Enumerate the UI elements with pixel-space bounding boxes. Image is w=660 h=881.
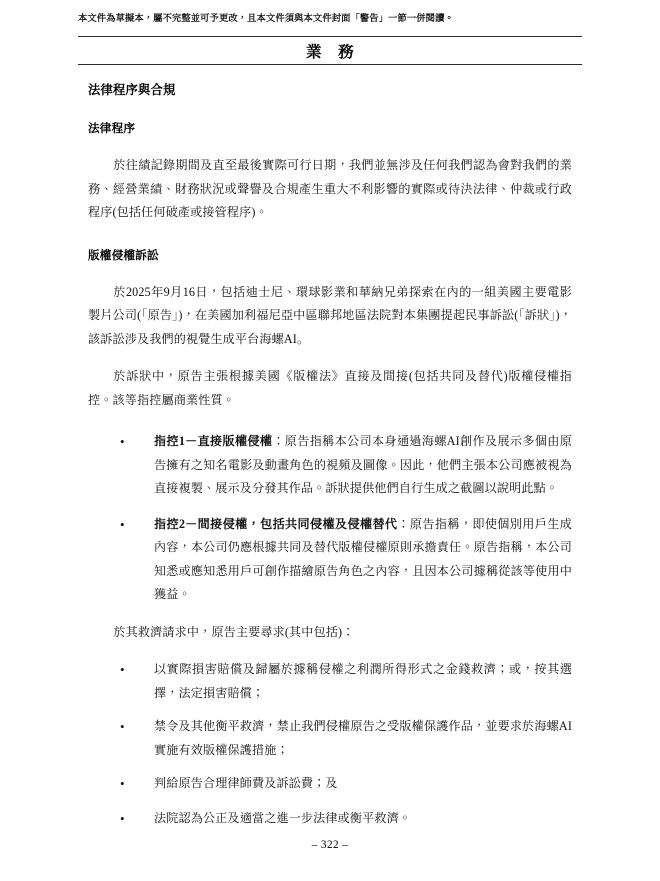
- bullet-glyph: •: [120, 662, 125, 677]
- page-content: [88, 76, 572, 831]
- subheading-copyright-litigation: 版權侵權訴訟: [88, 248, 159, 262]
- claim-bullet-2-text: [154, 513, 572, 607]
- list-item: [88, 513, 572, 607]
- draft-notice: 本文件為草擬本，屬不完整並可予更改，且本文件須與本文件封面「警告」一節一併閱讀。: [78, 14, 454, 24]
- list-item: [88, 658, 572, 705]
- paragraph-copyright-2: 於訴狀中，原告主張根據美國《版權法》直接及間接(包括共同及替代)版權侵權指控。該等指控屬商業性質。: [88, 369, 572, 407]
- page-number: – 322 –: [311, 839, 349, 851]
- list-item: [88, 807, 572, 832]
- claim-bullet-2-lead: 指控2－間接侵權，包括共同侵權及侵權替代: [154, 516, 398, 531]
- header-rule-top: [78, 36, 582, 37]
- bullet-glyph: •: [120, 719, 125, 734]
- list-item: [88, 772, 572, 797]
- relief-bullet-2: 禁令及其他衡平救濟，禁止我們侵權原告之受版權保護作品，並要求於海螺AI實施有效版權保護措施；: [154, 719, 572, 757]
- list-item: [88, 715, 572, 762]
- relief-bullet-3: 判給原告合理律師費及訴訟費；及: [154, 776, 338, 790]
- relief-bullet-1: 以實際損害賠償及歸屬於據稱侵權之利潤所得形式之金錢救濟；或，按其選擇，法定損害賠償；: [154, 662, 572, 700]
- bullet-glyph: •: [120, 810, 125, 826]
- claim-bullet-1-lead: 指控1－直接版權侵權: [154, 434, 273, 448]
- bullet-glyph: •: [120, 516, 125, 532]
- claim-bullet-2-body: ：原告指稱，即使個別用戶生成內容，本公司仍應根據共同及替代版權侵權原則承擔責任。原告指稱，本公司知悉或應知悉用戶可創作描繪原告角色之內容，且因本公司據稱從該等使用中獲益。: [154, 516, 572, 601]
- paragraph-copyright-1: 於2025年9月16日，包括迪士尼、環球影業和華納兄弟探索在內的一組美國主要電影製片公司(「原告」)，在美國加利福尼亞中區聯邦地區法院對本集團提起民事訴訟(「訴狀」)，該訴訟涉及我們的視覺生成平台海螺AI。: [88, 284, 572, 346]
- page-title: 業 務: [305, 44, 354, 61]
- claim-bullet-1-body: ：原告指稱本公司本身通過海螺AI創作及展示多個由原告擁有之知名電影及動畫角色的視頻及圖像。因此，他們主張本公司應被視為直接複製、展示及分發其作品。訴狀提供他們自行生成之截圖以說明此點。: [154, 434, 572, 495]
- section-heading-legal: 法律程序與合規: [88, 83, 176, 97]
- bullet-glyph: •: [120, 434, 125, 449]
- header-rule-bottom: [78, 64, 582, 65]
- relief-bullet-4: 法院認為公正及適當之進一步法律或衡平救濟。: [154, 810, 412, 825]
- claim-bullet-1-text: [154, 430, 572, 501]
- paragraph-relief-intro: 於其救濟請求中，原告主要尋求(其中包括)：: [113, 624, 355, 639]
- bullet-glyph: •: [120, 776, 125, 791]
- list-item: [88, 430, 572, 501]
- paragraph-legal-proceedings: 於往績記錄期間及直至最後實際可行日期，我們並無涉及任何我們認為會對我們的業務、經營業績、財務狀況或聲譽及合規產生重大不利影響的實際或待決法律、仲裁或行政程序(包括任何破產或接管程序)。: [88, 158, 572, 219]
- subheading-legal-proceedings: 法律程序: [88, 122, 136, 135]
